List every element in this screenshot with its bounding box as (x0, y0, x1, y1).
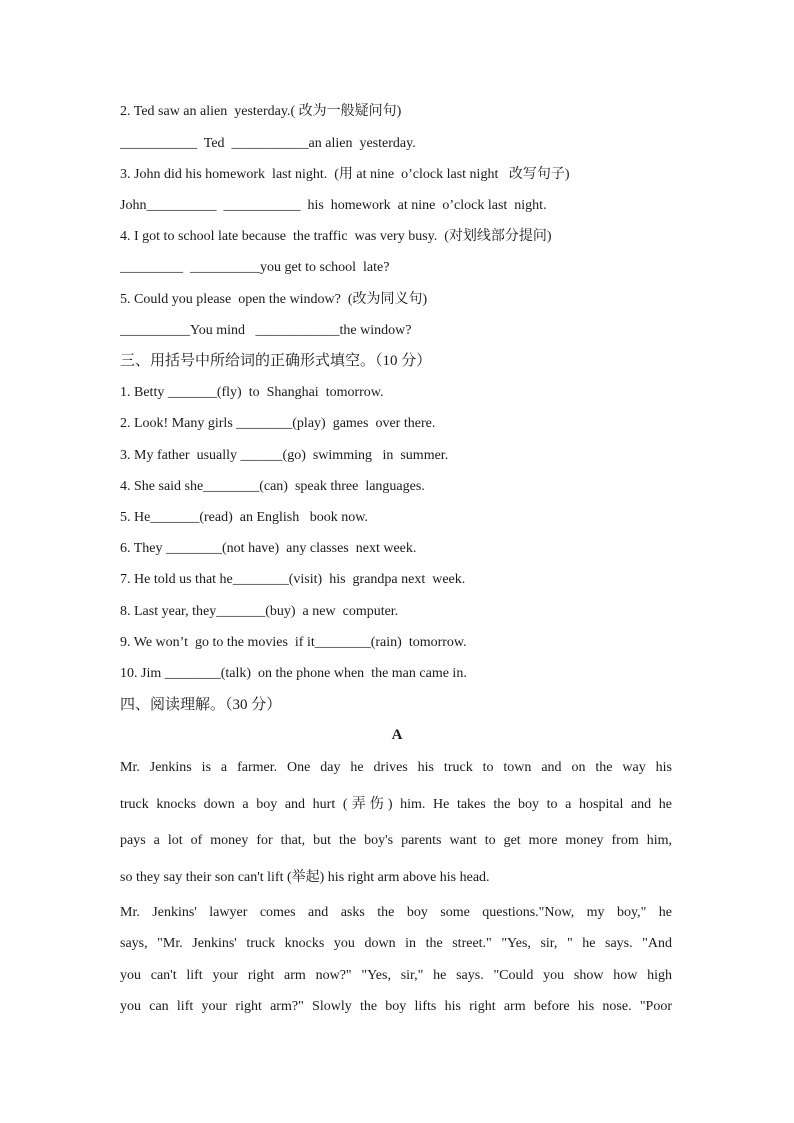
paragraph-1-line-1: Mr. Jenkins is a farmer. One day he drives his truck to town and on the way his (120, 760, 672, 775)
fill-item-9: 9. We won’t go to the movies if it________(rain) tomorrow. (120, 635, 467, 650)
fill-item-1: 1. Betty _______(fly) to Shanghai tomorrow. (120, 385, 384, 400)
fill-item-10: 10. Jim ________(talk) on the phone when the man came in. (120, 666, 467, 681)
rewrite-answer-3: John__________ ___________ his homework at nine o’clock last night. (120, 198, 547, 213)
fill-item-3: 3. My father usually ______(go) swimming in summer. (120, 448, 449, 463)
rewrite-item-2: 2. Ted saw an alien yesterday.( 改为一般疑问句) (120, 104, 402, 119)
rewrite-answer-2: ___________ Ted ___________an alien yesterday. (120, 136, 416, 151)
fill-item-5: 5. He_______(read) an English book now. (120, 510, 368, 525)
fill-item-7: 7. He told us that he________(visit) his grandpa next week. (120, 572, 466, 587)
rewrite-item-4: 4. I got to school late because the traffic was very busy. (对划线部分提问) (120, 229, 552, 244)
section-3-heading: 三、用括号中所给词的正确形式填空。（10 分） (120, 353, 432, 369)
fill-item-6: 6. They ________(not have) any classes next week. (120, 541, 417, 556)
rewrite-answer-5: __________You mind ____________the window? (120, 323, 412, 338)
fill-item-8: 8. Last year, they_______(buy) a new computer. (120, 604, 399, 619)
rewrite-item-3: 3. John did his homework last night. (用 at nine o’clock last night 改写句子) (120, 167, 570, 182)
paragraph-1-line-4: so they say their son can't lift (举起) his right arm above his head. (120, 870, 490, 885)
paragraph-1-line-3: pays a lot of money for that, but the boy's parents want to get more money from him, (120, 833, 672, 848)
paragraph-1-line-2: truck knocks down a boy and hurt (弄伤) him. He takes the boy to a hospital and he (120, 797, 672, 812)
paragraph-2-line-1: Mr. Jenkins' lawyer comes and asks the boy some questions."Now, my boy," he (120, 905, 672, 920)
paragraph-2-line-4: you can lift your right arm?" Slowly the boy lifts his right arm before his nose. "Poor (120, 999, 672, 1014)
rewrite-item-5: 5. Could you please open the window? (改为同义句) (120, 292, 428, 307)
rewrite-answer-4: _________ __________you get to school late? (120, 260, 390, 275)
paragraph-2-line-3: you can't lift your right arm now?" "Yes, sir," he says. "Could you show how high (120, 968, 672, 983)
section-4-heading: 四、阅读理解。（30 分） (120, 697, 282, 713)
fill-item-4: 4. She said she________(can) speak three languages. (120, 479, 425, 494)
paragraph-2-line-2: says, "Mr. Jenkins' truck knocks you down in the street." "Yes, sir, " he says. "And (120, 936, 672, 951)
fill-item-2: 2. Look! Many girls ________(play) games over there. (120, 416, 436, 431)
passage-label: A (391, 727, 403, 743)
